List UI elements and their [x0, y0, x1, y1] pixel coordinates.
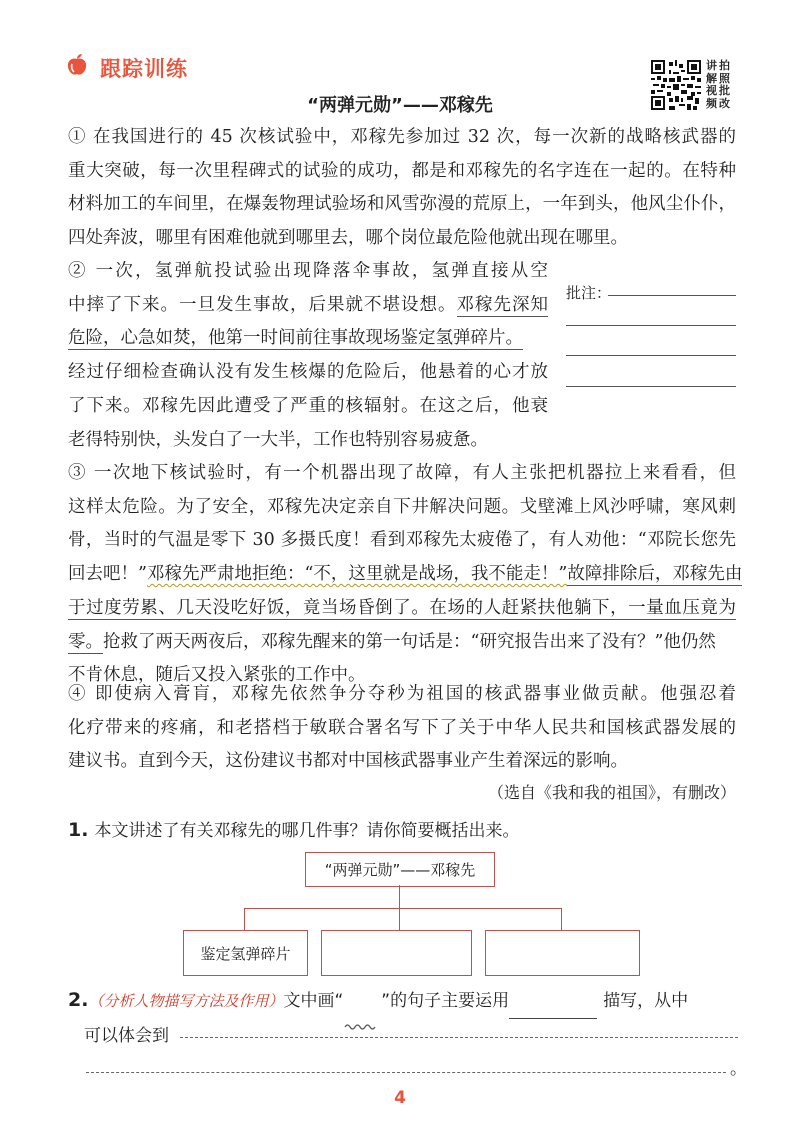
diagram-connector	[561, 908, 562, 930]
p2-line: 经过仔细检查确认没有发生核爆的危险后，他悬着的心才放	[68, 362, 548, 383]
p3-line: 骨，当时的气温是零下 30 多摄氏度！看到邓稼先太疲倦了，有人劝他：“邓院长您先	[68, 530, 736, 551]
annotation-line[interactable]	[566, 325, 736, 326]
diagram-connector	[244, 908, 562, 909]
p2-line: 了下来。邓稼先因此遭受了严重的核辐射。在这之后，他衰	[68, 395, 548, 416]
question-text: 描写，从中	[603, 991, 689, 1011]
qr-caption-video: 讲解视频	[706, 59, 717, 110]
diagram-answer-box[interactable]	[485, 930, 640, 976]
wavy-mark-sample	[343, 1009, 381, 1019]
paragraph-4	[68, 678, 736, 779]
diagram-connector	[399, 885, 400, 909]
end-mark: 。	[730, 1059, 747, 1079]
diagram-root-box: “两弹元勋”——邓稼先	[305, 852, 495, 887]
wavy-line-icon	[343, 1021, 381, 1031]
annotation-line[interactable]	[608, 295, 736, 296]
question-tag: （分析人物描写方法及作用）	[88, 992, 284, 1010]
question-text: 本文讲述了有关邓稼先的哪几件事？请你简要概括出来。	[94, 821, 520, 841]
p4-line: 建议书。直到今天，这份建议书都对中国核武器事业产生着深远的影响。	[68, 751, 628, 772]
annotation-line[interactable]	[566, 386, 736, 387]
source-citation: （选自《我和我的祖国》，有删改）	[487, 783, 736, 802]
p3-line: 这样太危险。为了安全，邓稼先决定亲自下井解决问题。戈壁滩上风沙呼啸，寒风刺	[68, 496, 736, 517]
p4-line: ④ 即使病入膏肓，邓稼先依然争分夺秒为祖国的核武器事业做贡献。他强忍着	[68, 684, 736, 704]
underlined-sentence: 于过度劳累、几天没吃好饭，竟当场昏倒了。在场的人赶紧扶他躺下，一量血压竟为	[68, 597, 736, 618]
p3-line: 零。抢救了两天两夜后，邓稼先醒来的第一句话是：“研究报告出来了没有？”他仍然	[68, 631, 716, 652]
question-text: 可以体会到	[84, 1026, 169, 1046]
diagram-answer-box[interactable]	[321, 930, 472, 976]
question-text: 文中画“	[283, 991, 344, 1011]
article-title: “两弹元勋”——邓稼先	[307, 95, 493, 116]
paragraph-3	[68, 457, 743, 693]
p2-line	[68, 322, 548, 356]
question-2	[68, 983, 748, 1053]
question-1	[68, 816, 519, 841]
diagram-connector	[399, 908, 400, 930]
annotation-line[interactable]	[566, 355, 736, 356]
paragraph-2	[68, 255, 548, 457]
paragraph-1	[68, 121, 736, 256]
question-text: ”的句子主要运用	[381, 991, 510, 1011]
p1-line: 四处奔波，哪里有困难他就到哪里去，哪个岗位最危险他就出现在哪里。	[68, 228, 628, 249]
answer-line[interactable]	[86, 1072, 726, 1073]
p4-line: 化疗带来的疼痛，和老搭档于敏联合署名写下了关于中华人民共和国核武器发展的	[68, 717, 736, 738]
annotation-label: 批注：	[566, 284, 612, 302]
p3-line: ③ 一次地下核试验时，有一个机器出现了故障，有人主张把机器拉上来看看，但	[68, 463, 736, 483]
page-number: 4	[394, 1088, 406, 1108]
p1-line: ① 在我国进行的 45 次核试验中，邓稼先参加过 32 次，每一次新的战略核武器的	[68, 127, 736, 147]
section-title: 跟踪训练	[100, 57, 188, 81]
underlined-sentence: 故障排除后，邓稼先由	[567, 564, 743, 585]
diagram-child-box: 鉴定氢弹碎片	[183, 930, 308, 976]
underlined-sentence: 邓稼先深知	[456, 294, 548, 315]
qr-caption-correct: 拍照批改	[719, 59, 730, 110]
p3-line: 回去吧！”邓稼先严肃地拒绝：“不，这里就是战场，我不能走！”故障排除后，邓稼先由	[68, 564, 743, 585]
underlined-sentence: 危险，心急如焚，他第一时间前往事故现场鉴定氢弹碎片。	[68, 328, 523, 349]
p3-line: 不肯休息，随后又投入紧张的工作中。	[68, 665, 366, 686]
wavy-underlined-sentence: 邓稼先严肃地拒绝：“不，这里就是战场，我不能走！”	[146, 564, 568, 585]
apple-logo-icon	[66, 54, 88, 76]
p1-line: 重大突破，每一次里程碑式的试验的成功，都是和邓稼先的名字连在一起的。在特种	[68, 160, 736, 181]
underlined-sentence: 零。	[68, 631, 103, 652]
p3-line	[68, 592, 736, 626]
answer-blank[interactable]	[509, 984, 597, 1019]
p1-line: 材料加工的车间里，在爆轰物理试验场和风雪弥漫的荒原上，一年到头，他风尘仆仆，	[68, 194, 736, 215]
p2-line: 中摔了下来。一旦发生事故，后果就不堪设想。邓稼先深知	[68, 294, 548, 315]
question-number: 2.	[68, 989, 89, 1011]
answer-line[interactable]	[180, 1037, 738, 1038]
p2-line: ② 一次，氢弹航投试验出现降落伞事故，氢弹直接从空	[68, 261, 548, 281]
p2-line: 老得特别快，头发白了一大半，工作也特别容易疲惫。	[68, 429, 488, 450]
question-number: 1.	[68, 819, 89, 841]
diagram-connector	[244, 908, 245, 930]
